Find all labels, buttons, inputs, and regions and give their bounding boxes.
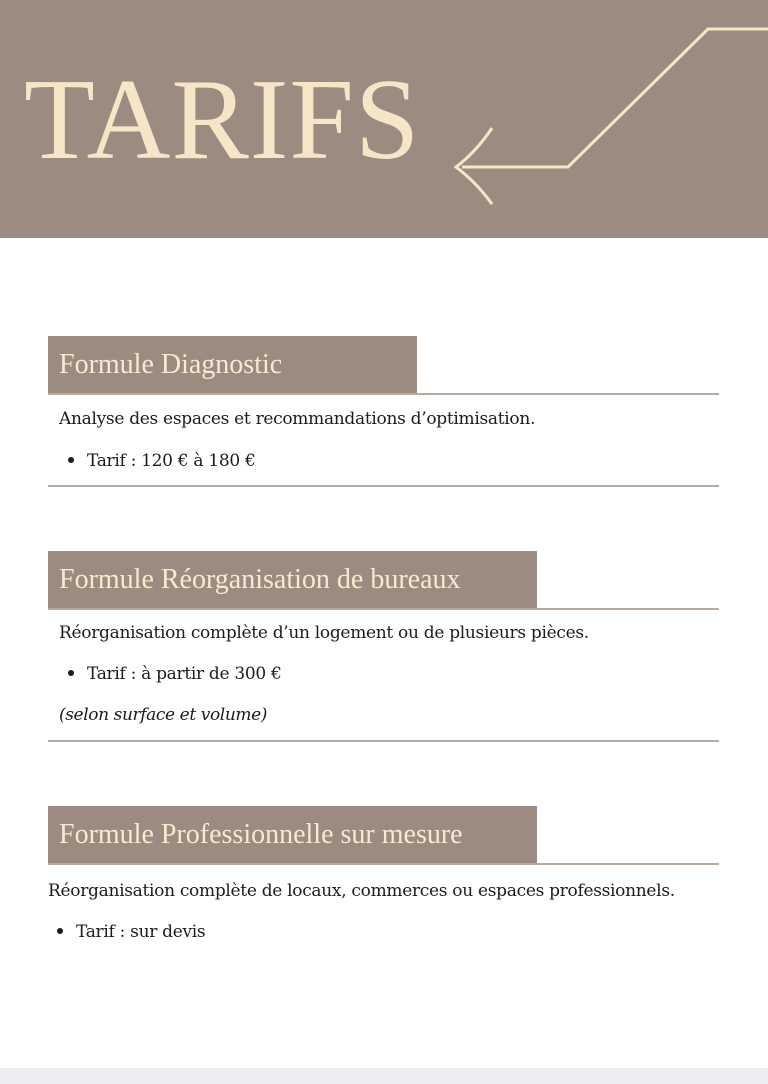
bullet-icon [57,928,63,934]
price-text: Tarif : sur devis [76,922,206,942]
divider [48,393,719,395]
price-item [68,663,282,685]
page-header [0,0,768,238]
section-description: Réorganisation complète d’un logement ou de plusieurs pièces. [59,623,589,643]
section-description: Analyse des espaces et recommandations d’optimisation. [59,409,536,429]
bullet-icon [68,670,74,676]
pricing-section-professionnelle [48,806,719,956]
page-bottom-edge [0,1068,768,1084]
page-title: TARIFS [24,56,421,184]
divider [48,485,719,487]
section-title: Formule Diagnostic [48,336,417,393]
price-item [57,921,205,943]
section-title: Formule Réorganisation de bureaux [48,551,537,608]
bullet-icon [68,457,74,463]
price-note: (selon surface et volume) [59,705,267,725]
arrow-left-icon [0,0,768,238]
pricing-section-reorganisation [48,551,719,744]
divider [48,863,719,865]
divider [48,608,719,610]
price-text: Tarif : 120 € à 180 € [87,451,256,471]
section-title: Formule Professionnelle sur mesure [48,806,537,863]
price-item [68,450,256,472]
pricing-section-diagnostic [48,336,719,488]
divider [48,740,719,742]
section-description: Réorganisation complète de locaux, commerces ou espaces professionnels. [48,881,675,901]
price-text: Tarif : à partir de 300 € [87,664,282,684]
